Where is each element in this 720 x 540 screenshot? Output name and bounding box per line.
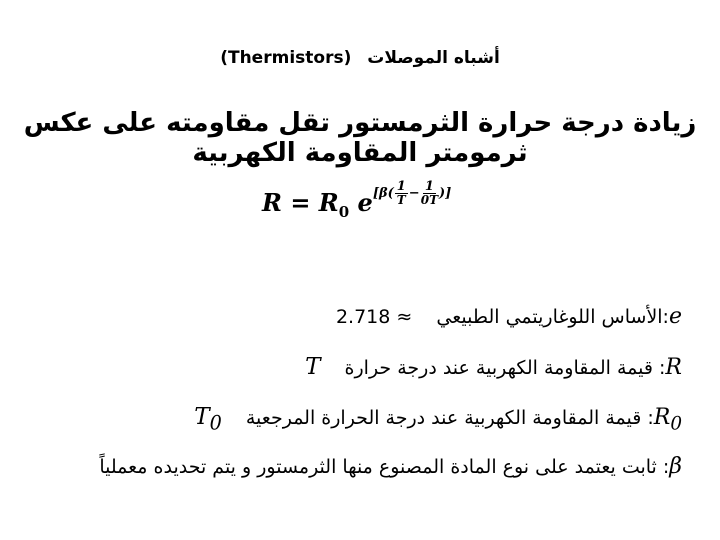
definition-r-symbol: R <box>665 355 682 380</box>
definition-e-symbol: e <box>668 304 682 329</box>
slide-title <box>0 48 720 68</box>
title-arabic: أشباه الموصلات <box>367 48 500 68</box>
definition-e-value: 2.718 <box>335 306 391 328</box>
definition-e-text: :الأساس اللوغاريتمي الطبيعي <box>436 306 669 328</box>
definition-r0-symbol: $R_0$ <box>653 405 682 435</box>
definition-r-text: : قيمة المقاومة الكهربية عند درجة حرارة <box>344 357 666 379</box>
definition-r0 <box>194 404 682 435</box>
formula-r0: $R_0$ <box>318 188 350 221</box>
definition-beta-text: : ثابت يعتمد على نوع المادة المصنوع منها الثرمستور و يتم تحديده معملياً <box>99 456 670 478</box>
subtitle: زيادة درجة حرارة الثرمستور تقل مقاومته على عكس ثرمومتر المقاومة الكهربية <box>23 108 697 168</box>
definition-r <box>305 354 682 380</box>
title-english: (Thermistors) <box>220 48 352 68</box>
definition-r0-text: : قيمة المقاومة الكهربية عند درجة الحرارة المرجعية <box>245 407 654 429</box>
thermistor-formula <box>262 179 452 221</box>
formula-e: e <box>357 188 373 217</box>
fraction-one-over-t: $\frac{1}{T}$ <box>396 179 406 207</box>
definition-beta-symbol: β <box>669 454 682 479</box>
definition-e-value-group <box>336 306 412 328</box>
definition-e-approx: ≈ <box>396 306 413 328</box>
definition-beta <box>99 454 682 479</box>
formula-equals: = <box>290 188 311 217</box>
definition-e <box>336 304 682 329</box>
definition-r0-var: $T_0$ <box>194 404 222 435</box>
definition-r-var: T <box>305 354 321 380</box>
formula-exponent: [β( $\frac{1}{T}$ − $\frac{1}{0T}$ )] <box>372 179 452 207</box>
formula-lhs: R <box>262 188 282 217</box>
fraction-one-over-t0: $\frac{1}{0T}$ <box>420 179 438 207</box>
